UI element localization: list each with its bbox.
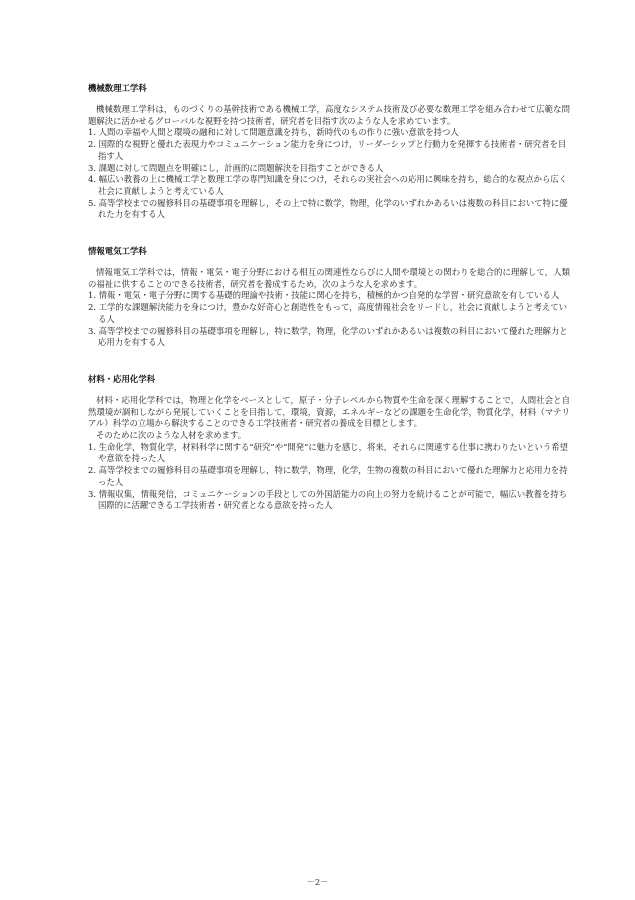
requirements-list <box>88 290 570 349</box>
list-item: 1. 生命化学，物質化学，材料科学に関する“研究”や“開発”に魅力を感じ，将来，それらに関連する仕事に携わりたいという希望や意欲を持った人 <box>88 441 569 464</box>
list-item: 5. 高等学校までの履修科目の基礎事項を理解し，その上で特に数学，物理，化学のいずれかあるいは複数の科目において特に優れた力を有する人 <box>88 197 568 220</box>
list-item: 2. 工学的な課題解決能力を身につけ，豊かな好奇心と創造性をもって，高度情報社会をリードし，社会に貢献しようと考えている人 <box>88 302 567 324</box>
document-page <box>88 82 570 536</box>
section-subtext: そのために次のような人材を求めます。 <box>96 430 247 441</box>
section-materials-chem <box>88 373 570 512</box>
list-item: 4. 幅広い教養の上に機械工学と数理工学の専門知識を身につけ，それらの実社会への応用に興味を持ち，総合的な視点から広く社会に貢献しようと考えている人 <box>88 174 568 196</box>
list-item: 3. 情報収集，情報発信，コミュニケーションの手段としての外国語能力の向上の努力を続けることが可能で，幅広い教養を持ち国際的に活躍できる工学技術者・研究者となる意欲を持った人 <box>88 488 567 511</box>
list-item: 3. 課題に対して問題点を明確にし，計画的に問題解決を目指すことができる人 <box>88 162 384 173</box>
section-info-electric <box>88 245 570 349</box>
list-item: 2. 高等学校までの履修科目の基礎事項を理解し，特に数学，物理，化学，生物の複数の科目において優れた理解力と応用力を持った人 <box>88 465 568 487</box>
section-mechanical-math <box>88 82 570 221</box>
section-heading: 材料・応用化学科 <box>88 373 155 384</box>
list-item: 1. 情報・電気・電子分野に関する基礎的理論や技術・技能に関心を持ち，積極的かつ自発的な学習・研究意欲を有している人 <box>88 290 560 301</box>
section-paragraph: 材料・応用化学科では，物理と化学をベースとして，原子・分子レベルから物質や生命を深く理解することで，人間社会と自然環境が調和しながら発展していくことを目指して，環境，資源，エネルギーなどの課題を生命化学，物質化学，材料（マテリアル）科学の立場から解決することのできる工学技術者・研究者の養成を目標とします。 <box>88 394 570 429</box>
section-paragraph: 機械数理工学科は，ものづくりの基幹技術である機械工学，高度なシステム技術及び必要な数理工学を組み合わせて広範な問題解決に活かせるグローバルな視野を持つ技術者，研究者を目指す次のような人を求めています。 <box>88 104 570 126</box>
section-heading: 情報電気工学科 <box>88 246 147 257</box>
section-heading: 機械数理工学科 <box>88 83 147 93</box>
list-item: 2. 国際的な視野と優れた表現力やコミュニケーション能力を身につけ，リーダーシップと行動力を発揮する技術者・研究者を目指す人 <box>88 139 567 161</box>
section-paragraph: 情報電気工学科では，情報・電気・電子分野における相互の関連性ならびに人間や環境との関わりを総合的に理解して，人類の福祉に供することのできる技術者，研究者を養成するため，次のような人を求めます。 <box>88 267 570 289</box>
list-item: 1. 人間の幸福や人間と環境の融和に対して問題意識を持ち，新時代のもの作りに強い意欲を持つ人 <box>88 127 459 138</box>
requirements-list <box>88 442 570 512</box>
page-number: －2－ <box>306 877 329 887</box>
list-item: 3. 高等学校までの履修科目の基礎事項を理解し，特に数学，物理，化学のいずれかあるいは複数の科目において優れた理解力と応用力を有する人 <box>88 325 568 348</box>
requirements-list <box>88 127 570 221</box>
